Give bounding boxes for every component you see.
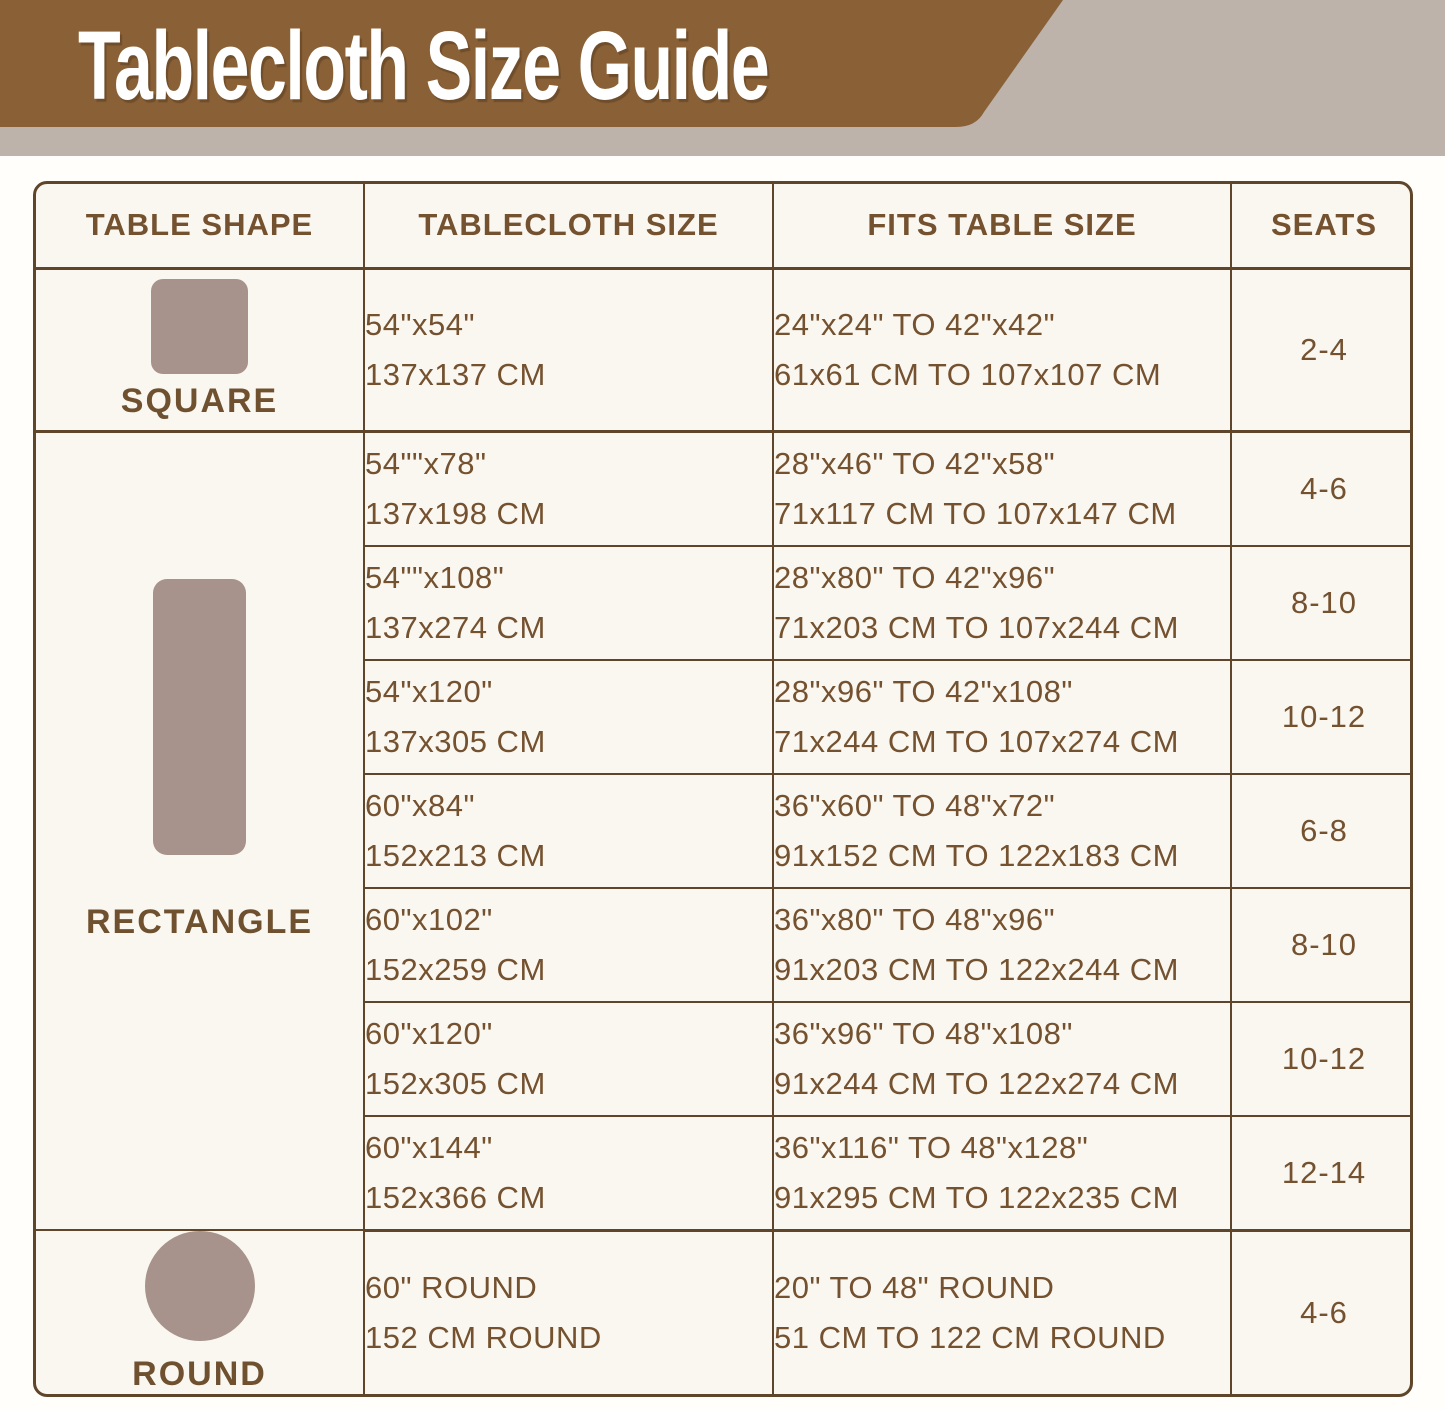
fits-size-inches: 36"x116" TO 48"x128" (774, 1129, 1089, 1165)
tablecloth-size-cm: 152x259 CM (365, 951, 546, 987)
tablecloth-size-cm: 137x198 CM (365, 495, 546, 531)
seats-value: 8-10 (1290, 926, 1358, 962)
tablecloth-size-cell (364, 774, 773, 888)
table-row (36, 268, 1413, 431)
tablecloth-size-inches: 60"x120" (365, 1015, 493, 1051)
tablecloth-size-inches: 54""x78" (365, 445, 487, 481)
page-title: Tablecloth Size Guide (78, 11, 769, 120)
seats-value: 2-4 (1300, 331, 1348, 367)
fits-table-size-cell (773, 1116, 1231, 1231)
tablecloth-size-cell (364, 1230, 773, 1395)
seats-cell (1231, 1230, 1413, 1395)
seats-cell (1231, 268, 1413, 431)
seats-value: 4-6 (1300, 470, 1348, 506)
fits-table-size-cell (773, 774, 1231, 888)
table-shape-cell (36, 431, 364, 1230)
seats-value: 8-10 (1290, 584, 1358, 620)
seats-value: 6-8 (1300, 812, 1348, 848)
fits-size-cm: 71x244 CM TO 107x274 CM (774, 723, 1179, 759)
fits-size-inches: 24"x24" TO 42"x42" (774, 306, 1056, 342)
fits-table-size-cell (773, 546, 1231, 660)
fits-size-inches: 20" TO 48" ROUND (774, 1270, 1055, 1305)
seats-value: 4-6 (1300, 1295, 1348, 1330)
fits-size-inches: 36"x80" TO 48"x96" (774, 901, 1056, 937)
shape-label: RECTANGLE (85, 903, 314, 942)
tablecloth-size-inches: 60"x84" (365, 787, 475, 823)
fits-size-inches: 28"x96" TO 42"x108" (774, 673, 1073, 709)
fits-table-size-cell (773, 268, 1231, 431)
seats-value: 10-12 (1281, 1040, 1367, 1076)
fits-table-size-cell (773, 660, 1231, 774)
tablecloth-size-inches: 60"x144" (365, 1129, 493, 1165)
tablecloth-size-cm: 137x137 CM (365, 356, 546, 392)
column-header-tablecloth-size: TABLECLOTH SIZE (364, 184, 773, 268)
fits-table-size-cell (773, 1230, 1231, 1395)
circle-icon (145, 1231, 255, 1341)
seats-value: 10-12 (1281, 698, 1367, 734)
tablecloth-size-cell (364, 268, 773, 431)
tablecloth-size-cell (364, 431, 773, 546)
fits-table-size-cell (773, 888, 1231, 1002)
fits-size-cm: 91x244 CM TO 122x274 CM (774, 1065, 1179, 1101)
size-table-header (36, 184, 1413, 268)
fits-size-cm: 91x295 CM TO 122x235 CM (774, 1179, 1179, 1215)
fits-size-inches: 36"x60" TO 48"x72" (774, 787, 1056, 823)
fits-size-inches: 28"x80" TO 42"x96" (774, 559, 1056, 595)
tablecloth-size-cm: 137x305 CM (365, 723, 546, 759)
seats-cell (1231, 1002, 1413, 1116)
fits-size-inches: 28"x46" TO 42"x58" (774, 445, 1056, 481)
size-table (36, 184, 1413, 1395)
size-table-body (36, 268, 1413, 1395)
tablecloth-size-cell (364, 888, 773, 1002)
banner-background (0, 0, 1445, 156)
fits-table-size-cell (773, 431, 1231, 546)
column-header-table-shape: TABLE SHAPE (36, 184, 364, 268)
tablecloth-size-cell (364, 1116, 773, 1231)
fits-size-inches: 36"x96" TO 48"x108" (774, 1015, 1073, 1051)
shape-wrap (36, 1231, 363, 1394)
seats-cell (1231, 888, 1413, 1002)
tablecloth-size-inches: 54"x54" (365, 306, 475, 342)
tablecloth-size-inches: 60"x102" (365, 901, 493, 937)
tablecloth-size-cell (364, 1002, 773, 1116)
seats-cell (1231, 1116, 1413, 1231)
tablecloth-size-cell (364, 660, 773, 774)
tablecloth-size-cm: 152x305 CM (365, 1065, 546, 1101)
fits-size-cm: 61x61 CM TO 107x107 CM (774, 356, 1162, 392)
shape-label: SQUARE (120, 381, 279, 420)
table-shape-cell (36, 268, 364, 431)
seats-cell (1231, 774, 1413, 888)
fits-table-size-cell (773, 1002, 1231, 1116)
tablecloth-size-cm: 152 CM ROUND (365, 1320, 602, 1355)
fits-size-cm: 91x203 CM TO 122x244 CM (774, 951, 1179, 987)
column-header-fits-table-size: FITS TABLE SIZE (773, 184, 1231, 268)
square-icon (151, 279, 248, 374)
fits-size-cm: 51 CM TO 122 CM ROUND (774, 1320, 1166, 1355)
size-guide-table (33, 181, 1413, 1397)
fits-size-cm: 71x117 CM TO 107x147 CM (774, 495, 1177, 531)
seats-value: 12-14 (1281, 1154, 1367, 1190)
tablecloth-size-inches: 54""x108" (365, 559, 505, 595)
tablecloth-size-cm: 152x213 CM (365, 837, 546, 873)
seats-cell (1231, 546, 1413, 660)
shape-label: ROUND (132, 1355, 267, 1394)
rectangle-icon (153, 579, 246, 855)
shape-wrap (36, 579, 363, 942)
tablecloth-size-cm: 152x366 CM (365, 1179, 546, 1215)
fits-size-cm: 91x152 CM TO 122x183 CM (774, 837, 1179, 873)
fits-size-cm: 71x203 CM TO 107x244 CM (774, 609, 1179, 645)
seats-cell (1231, 660, 1413, 774)
tablecloth-size-cell (364, 546, 773, 660)
seats-cell (1231, 431, 1413, 546)
tablecloth-size-cm: 137x274 CM (365, 609, 546, 645)
shape-wrap (36, 279, 363, 421)
column-header-seats: SEATS (1231, 184, 1413, 268)
table-shape-cell (36, 1230, 364, 1395)
tablecloth-size-inches: 54"x120" (365, 673, 493, 709)
table-row (36, 431, 1413, 546)
tablecloth-size-inches: 60" ROUND (365, 1270, 538, 1305)
table-row (36, 1230, 1413, 1395)
